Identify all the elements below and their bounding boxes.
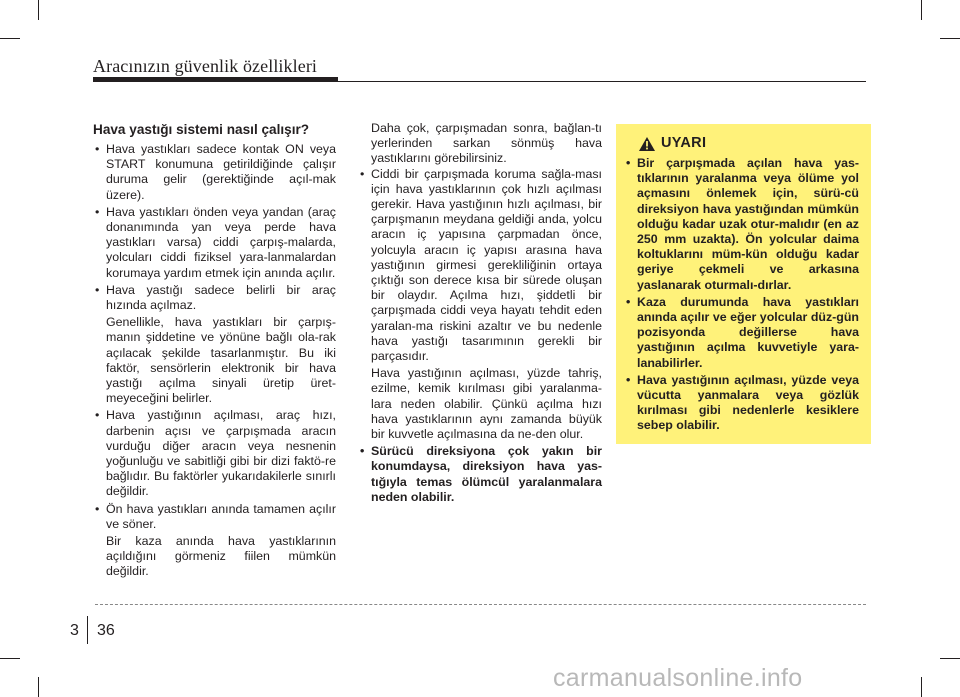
indented-paragraph: Hava yastığının açılması, yüzde tahriş, ezilme, kemik kırılması gibi yaralanma-lara neden olabilir. Çünkü açılma hızı hava yastıklarının aynı zamanda büyük bir kuvvetle açılmasına da ne-den olur. — [371, 366, 602, 442]
indented-paragraph: Bir kaza anında hava yastıklarının açıldığını görmeniz fiilen mümkün değildir. — [106, 534, 336, 579]
bullet: • — [95, 501, 100, 516]
page-section-title: Aracınızın güvenlik özellikleri — [93, 56, 318, 76]
intro-paragraph: Daha çok, çarpışmadan sonra, bağlan-tı yerlerinden sarkan sönmüş hava yastıklarını görebilirsiniz. — [371, 121, 602, 166]
crop-mark — [0, 658, 20, 659]
bullet: • — [360, 166, 365, 181]
crop-mark — [38, 0, 39, 20]
list-item — [358, 167, 602, 365]
list-item — [93, 142, 336, 203]
item-text: Hava yastığı sadece belirli bir araç hızında açılmaz. — [106, 282, 336, 313]
item-text: Hava yastığının açılması, araç hızı, darbenin açısı ve çarpışmada aracın vurduğu diğer aracın veya nesnenin yoğunluğu ve sabitliği gibi bir dizi faktö-re bağlıdır. Bu faktörler yukarıdakilerle sınırlı değildir. — [106, 408, 336, 499]
item-text: Sürücü direksiyona çok yakın bir konumdaysa, direksiyon hava yas-tığıyla temas ölümcül yaralanmalara neden olabilir. — [371, 444, 602, 504]
warning-text: Kaza durumunda hava yastıkları anında açılır ve eğer yolcular düz-gün pozisyonda değillerse hava yastığının açılma kuvvetiyle yara-lanabilirler. — [637, 294, 859, 370]
left-column — [93, 121, 336, 582]
section-number: 3 — [70, 622, 79, 639]
warning-item — [624, 156, 859, 293]
right-column — [358, 121, 602, 507]
crop-mark — [940, 658, 960, 659]
footer-separator — [87, 616, 88, 644]
item-text: Hava yastıkları önden veya yandan (araç donanımında yan veya perde hava yastıkları varsa) ciddi çarpış-malarda, yolcuları ciddi fiziksel yara-lanmalardan korumaya yardım etmek için anında açılır. — [106, 204, 336, 280]
crop-mark — [0, 38, 20, 39]
indented-paragraph: Genellikle, hava yastıkları bir çarpış-manın şiddetine ve yönüne bağlı ola-rak açılacak şekilde tasarlanmıştır. Bu iki faktör, sensörlerin elektronik bir hava yastığı açılma sinyali üretip üret-meyeceğini belirler. — [106, 315, 336, 406]
bullet: • — [360, 444, 365, 459]
crop-mark — [38, 677, 39, 697]
item-text: Ön hava yastıkları anında tamamen açılır ve söner. — [106, 501, 336, 531]
bullet: • — [626, 156, 631, 170]
list-item — [93, 205, 336, 281]
list-item — [93, 502, 336, 532]
bullet: • — [626, 294, 631, 309]
warning-text: Hava yastığının açılması, yüzde veya vücutta yanmalara veya gözlük kırılması gibi nedenlerle kesiklere sebep olabilir. — [637, 372, 859, 433]
footer-dashed-rule — [95, 604, 866, 605]
crop-mark — [921, 0, 922, 20]
header-rule-thin — [338, 81, 866, 82]
warning-box — [616, 124, 871, 444]
warning-title: UYARI — [661, 135, 707, 152]
bullet: • — [95, 204, 100, 219]
warning-text: Bir çarpışmada açılan hava yas-tıklarının yaralanma veya ölüme yol açmasını önlemek için, sürü-cü direksiyon hava yastığından mümkün olduğu kadar uzak otur-malıdır (en az 250 mm uzakta). Ön yolcular daima koltuklarını müm-kün olduğu kadar geriye çekmeli ve arkasına yaslanarak oturmalı-dırlar. — [637, 156, 859, 292]
section-heading: Hava yastığı sistemi nasıl çalışır? — [93, 122, 310, 137]
list-item — [93, 283, 336, 313]
watermark: carmanualsonline.info — [553, 664, 803, 692]
bullet: • — [626, 372, 631, 387]
item-text: Ciddi bir çarpışmada koruma sağla-ması için hava yastıklarının çok hızlı açılması gerekir. Hava yastığının hızlı açılması, bir çarpışmanın meydana geldiği anda, yolcu aracın iç yapısına çarpmadan önce, yolcuyla aracın iç yapısı arasına hava yastığının girmesi gerekliliğinin ortaya çıktığı son derece kısa bir sürede oluşan bir olaydır. Açılma hızı, şiddetli bir çarpışmada ciddi veya hayatı tehdit eden yaralan-ma riskini azaltır ve bu nedenle hava yastığı tasarımının gerekli bir parçasıdır. — [371, 166, 602, 364]
crop-mark — [940, 38, 960, 39]
warning-item — [624, 295, 859, 371]
crop-mark — [921, 677, 922, 697]
list-item — [358, 444, 602, 505]
header-rule-thick — [93, 77, 338, 82]
item-text: Hava yastıkları sadece kontak ON veya START konumuna getirildiğinde çalışır duruma gelir (gerektiğinde açıl-mak üzere). — [106, 142, 336, 202]
list-item — [93, 408, 336, 499]
warning-triangle-icon — [638, 136, 656, 152]
warning-item — [624, 373, 859, 434]
warning-header — [638, 136, 859, 152]
bullet: • — [95, 282, 100, 297]
bullet: • — [95, 408, 100, 423]
page-number: 36 — [97, 622, 115, 639]
bullet: • — [95, 142, 100, 156]
